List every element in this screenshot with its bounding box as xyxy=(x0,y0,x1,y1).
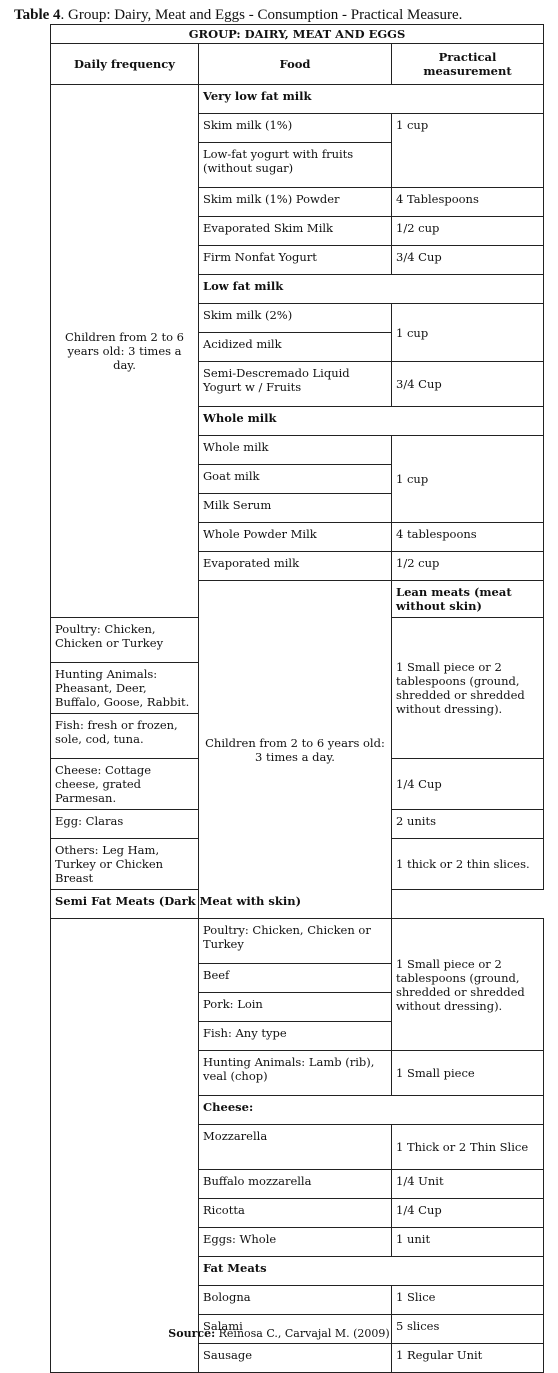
measure-cell: 3/4 Cup xyxy=(392,362,544,407)
group-title-row xyxy=(51,25,544,44)
measure-cell: 1 Thick or 2 Thin Slice xyxy=(392,1125,544,1170)
food-cell: Whole Powder Milk xyxy=(199,523,392,552)
food-cell: Evaporated milk xyxy=(199,552,392,581)
food-cell: Cheese: Cottage cheese, grated Parmesan. xyxy=(51,759,199,810)
measure-cell: 5 slices xyxy=(392,1315,544,1344)
section-title: Fat Meats xyxy=(199,1257,544,1286)
measure-cell: 1 thick or 2 thin slices. xyxy=(392,839,544,890)
measure-cell: 1/4 Cup xyxy=(392,759,544,810)
measure-cell: 1 Small piece or 2 tablespoons (ground, shredded or shredded without dressing). xyxy=(392,919,544,1051)
daily-frequency-cell xyxy=(51,919,199,1373)
food-cell: Salami xyxy=(199,1315,392,1344)
source-label: Source: xyxy=(168,1327,216,1340)
measure-cell: 1 cup xyxy=(392,304,544,362)
food-cell: Ricotta xyxy=(199,1199,392,1228)
section-title: Whole milk xyxy=(199,407,544,436)
source-text: Reinosa C., Carvajal M. (2009) xyxy=(215,1327,390,1340)
food-cell: Low-fat yogurt with fruits (without sugar) xyxy=(199,143,392,188)
food-cell: Fish: fresh or frozen, sole, cod, tuna. xyxy=(51,714,199,759)
food-cell: Milk Serum xyxy=(199,494,392,523)
food-cell: Egg: Claras xyxy=(51,810,199,839)
measure-cell: 1/4 Cup xyxy=(392,1199,544,1228)
section-row xyxy=(51,85,544,114)
section-title: Cheese: xyxy=(199,1096,544,1125)
measure-cell: 1 Slice xyxy=(392,1286,544,1315)
food-cell: Skim milk (1%) xyxy=(199,114,392,143)
source-note xyxy=(0,1327,558,1340)
group-title: GROUP: DAIRY, MEAT AND EGGS xyxy=(51,25,544,44)
measure-cell: 1 Regular Unit xyxy=(392,1344,544,1373)
measure-cell: 2 units xyxy=(392,810,544,839)
food-cell: Hunting Animals: Pheasant, Deer, Buffalo, Goose, Rabbit. xyxy=(51,663,199,714)
table-caption-label: Table 4 xyxy=(14,7,61,23)
food-cell: Poultry: Chicken, Chicken or Turkey xyxy=(199,919,392,964)
header-daily-frequency: Daily frequency xyxy=(51,44,199,85)
food-cell: Buffalo mozzarella xyxy=(199,1170,392,1199)
food-cell: Eggs: Whole xyxy=(199,1228,392,1257)
measure-cell: 1 unit xyxy=(392,1228,544,1257)
food-cell: Skim milk (1%) Powder xyxy=(199,188,392,217)
measure-cell: 3/4 Cup xyxy=(392,246,544,275)
food-cell: Beef xyxy=(199,964,392,993)
daily-frequency-cell: Children from 2 to 6 years old: 3 times a day. xyxy=(199,581,392,919)
food-cell: Whole milk xyxy=(199,436,392,465)
food-group-table xyxy=(50,24,544,1373)
header-food: Food xyxy=(199,44,392,85)
measure-cell: 1/2 cup xyxy=(392,552,544,581)
food-cell: Firm Nonfat Yogurt xyxy=(199,246,392,275)
table-caption xyxy=(14,7,462,24)
daily-frequency-cell: Children from 2 to 6 years old: 3 times a day. xyxy=(51,85,199,618)
section-title: Low fat milk xyxy=(199,275,544,304)
measure-cell: 4 tablespoons xyxy=(392,523,544,552)
food-cell: Bologna xyxy=(199,1286,392,1315)
food-cell: Skim milk (2%) xyxy=(199,304,392,333)
measure-cell: 1 cup xyxy=(392,114,544,188)
section-title: Very low fat milk xyxy=(199,85,544,114)
food-cell: Mozzarella xyxy=(199,1125,392,1170)
food-cell: Semi-Descremado Liquid Yogurt w / Fruits xyxy=(199,362,392,407)
food-cell: Sausage xyxy=(199,1344,392,1373)
food-cell: Hunting Animals: Lamb (rib), veal (chop) xyxy=(199,1051,392,1096)
food-cell: Evaporated Skim Milk xyxy=(199,217,392,246)
measure-cell: 1 Small piece or 2 tablespoons (ground, shredded or shredded without dressing). xyxy=(392,618,544,759)
food-cell: Fish: Any type xyxy=(199,1022,392,1051)
section-title: Semi Fat Meats (Dark Meat with skin) xyxy=(51,890,392,919)
measure-cell: 1/2 cup xyxy=(392,217,544,246)
table-caption-text: . Group: Dairy, Meat and Eggs - Consumption - Practical Measure. xyxy=(60,7,463,23)
header-row xyxy=(51,44,544,85)
measure-cell: 4 Tablespoons xyxy=(392,188,544,217)
header-practical-measurement: Practical measurement xyxy=(392,44,544,85)
section-row xyxy=(51,890,544,919)
food-cell: Others: Leg Ham, Turkey or Chicken Breast xyxy=(51,839,199,890)
food-cell: Acidized milk xyxy=(199,333,392,362)
section-title: Lean meats (meat without skin) xyxy=(392,581,544,618)
measure-cell: 1 Small piece xyxy=(392,1051,544,1096)
food-cell: Poultry: Chicken, Chicken or Turkey xyxy=(51,618,199,663)
measure-cell: 1/4 Unit xyxy=(392,1170,544,1199)
table-row xyxy=(51,919,544,964)
food-cell: Goat milk xyxy=(199,465,392,494)
food-cell: Pork: Loin xyxy=(199,993,392,1022)
measure-cell: 1 cup xyxy=(392,436,544,523)
